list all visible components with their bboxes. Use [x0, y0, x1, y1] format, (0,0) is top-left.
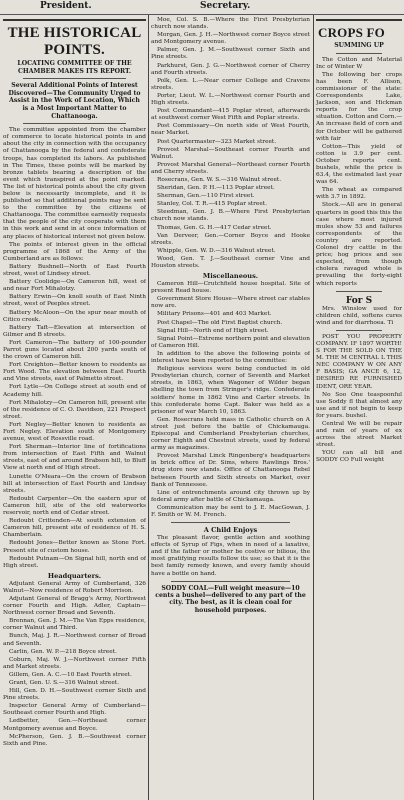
headquarters-entry: Steedman, Gen. J. B.—Where First Presbyterian church now stands. [151, 209, 310, 223]
header-secretary: Secretary. [200, 1, 251, 11]
classified-ads [316, 334, 402, 465]
article-title: THE HISTORICAL POINTS. [3, 19, 146, 59]
crops-paragraph: The Cotton and Material Inc of Winter W [316, 56, 402, 70]
article-paragraph: Fort Mihalotzy—On Cameron hill, present site of the residence of C. O. Davidson, 221 Prospect street. [3, 399, 146, 420]
divider [171, 522, 290, 523]
crops-paragraph: The wheat as compared with 3.7 in 1892. [316, 187, 402, 201]
article-paragraph: Battery McAloon—On the spur near mouth of Citico creek. [3, 309, 146, 323]
miscellaneous-entry: Provost Marshal Linck Ringenberg's headquarters in brick office of Dr. Sims, where Rawlings Bros.' drug store now stands. Office of Chattanooga Rebel between Fourth and Sixth streets on Market, over Bank of Tennessee. [151, 453, 310, 488]
article-column-1 [3, 17, 146, 797]
headquarters-entry: Adjutant General Army of Cumberland, 326 Walnut—Now residence of Robert Morrison. [3, 580, 146, 594]
divider [23, 123, 126, 124]
divider [336, 330, 382, 331]
column-rule-1 [148, 15, 149, 800]
miscellaneous-entry: Post Chapel—The old First Baptist church. [157, 319, 283, 326]
article-paragraph: Fort Creighton—Better known to residents as Fort Wood. The elevation between East Fourth and Vine streets, east of Palmetto street. [3, 362, 146, 383]
headquarters-entry: Bunch, Maj. J. R.—Northwest corner of Broad and Seventh. [3, 633, 146, 647]
article-subhead: LOCATING COMMITTEE OF THE CHAMBER MAKES ITS REPORT. [17, 60, 132, 75]
ad-heading: A Child Enjoys [203, 526, 258, 535]
winslow-ad: Mrs. Winslow used for children child, softens cures wind and for diarrhoea. Ti [316, 305, 402, 326]
miscellaneous-entry: Signal Point—Extreme northern point and elevation of Cameron Hill. [151, 335, 310, 349]
crops-paragraph: Cotton—This yield of cotton is 3.9 per cent. October reports cent. bushels, while the price is 63.4, the estimated last year was 64. [316, 143, 402, 186]
headquarters-entry: Post Commissary—On north side of West Fourth, near Market. [151, 123, 310, 137]
article-paragraph: Redoubt Carpenter—On the eastern spur of Cameron hill, site of the old waterworks reservoir, north end of Cedar street. [3, 495, 146, 517]
miscellaneous-entry: Gen. Rosecrans held mass in Catholic church on A street just before the battle of Chickamauga. Episcopal and Cumberland Presbyterian churches, corner Eighth and Chestnut streets, used by federal army as magazines. [151, 416, 310, 452]
section-headquarters: Headquarters. [47, 571, 102, 580]
article-paragraph: The points of interest given in the official programme of 1868 of the Army of the Cumberland are as follows: [3, 241, 146, 262]
headquarters-entry: Thomas, Gen. G. H.—417 Cedar street. [157, 224, 272, 231]
page-header-strip [0, 0, 404, 15]
article-paragraph: Fort Negley—Better known to residents as Fort Negley. Elevation south of Montgomery avenue, west of Rossville road. [3, 421, 146, 443]
headquarters-entry: Provost Marshal General—Northeast corner Fourth and Cherry streets. [151, 161, 310, 175]
miscellaneous-entry: Religious services were being conducted in old Presbyterian church, corner of Seventh and Market streets, in 1863, when Wagoner of Wilder began shelling the town from Stringer's ridge. Confederate soldiers' home in 1862 Vine and Carter streets. In this confederate home Capt. Baker was held as a prisoner of war March 10, 1863. [151, 366, 310, 415]
article-paragraph: Fort Sherman—Interior line of fortifications from intersection of East Fifth and Walnut streets, east of and around Brabson hill, to Bluff View at north end of High street. [3, 444, 146, 472]
miscellaneous-entry: Line of entrenchments around city thrown up by federal army after battle of Chickamauga. [151, 489, 310, 503]
headquarters-entry: Rosecrans, Gen. W. S.—316 Walnut street. [157, 176, 282, 183]
column-rule-2 [313, 15, 314, 800]
for-sale-heading: For S [345, 295, 373, 306]
article-paragraph: Battery Coolidge—On Cameron hill, west of and near Fort Mihalotzy. [3, 279, 146, 293]
headquarters-entry: Ledbetter, Gen.—Northeast corner Montgomery avenue and Boyce. [3, 718, 146, 732]
headquarters-entry: Morgan, Gen. J. H.—Northwest corner Boyce street and Montgomery avenue. [151, 32, 310, 46]
article-paragraph: Lunette O'Meara—On the crown of Brabson hill at intersection of East Fourth and Lindsay streets. [3, 473, 146, 494]
headquarters-entry: Post Commandant—415 Poplar street, afterwards at southwest corner West Fifth and Poplar streets. [151, 108, 310, 122]
headquarters-entry: Brennan, Gen. J. M.—The Van Epps residence, corner Walnut and Third. [3, 618, 146, 632]
soddy-coal-ad: SODDY COAL—Full weight measure—10 cents a bushel—delivered to any part of the city. The best, as it is clean coal for household purposes. [155, 584, 306, 614]
header-president: President. [40, 1, 92, 11]
classified-ad: POST YOU PROPERTY COMPANY. IF 1897 WORTH! S FOR THE SOLD ON THE M. THE M CENTRAL L THIS NEC COMPANY W ON ANY F BASIS; GA ANCE 6, 12, DESIRED RE FURNISHED IDENT, ORE YEAR. [316, 333, 402, 390]
divider [23, 78, 126, 79]
article-paragraph: Redoubt Crittenden—At south extension of Cameron hill, present site of residence of H. S. Chamberlain. [3, 518, 146, 539]
article-column-2 [151, 17, 310, 797]
headquarters-entry: Grant, Gen. U. S.—316 Walnut street. [9, 680, 119, 686]
divider [336, 291, 382, 292]
miscellaneous-entry: In addition to the above the following points of interest have been reported to the committee: [151, 350, 310, 365]
article-paragraph: Battery Bushnell—North of East Fourth street, west of Lindsey street. [3, 263, 146, 278]
divider [171, 581, 290, 582]
headquarters-entry: Hill, Gen. D. H.—Southwest corner Sixth and Pine streets. [3, 688, 146, 702]
headquarters-entry: Gillem, Gen. A. C.—10 East Fourth street. [9, 671, 132, 678]
headquarters-entry: Inspector General Army of Cumberland—Southeast corner Fourth and High. [3, 703, 146, 717]
classified-ad: Central We will be repair and rain of years of ex across the street Market street. [316, 421, 402, 449]
headquarters-entry: Adjutant General of Bragg's Army, Northwest corner Fourth and High. Adler, Captain—Northwest corner Broad and Seventh. [3, 595, 146, 617]
headquarters-entry: Sherman, Gen.—110 First street. [157, 193, 255, 200]
miscellaneous-list [151, 281, 310, 519]
article-paragraph: Redoubt Jones—Better known as Stone Fort. Present site of custom house. [3, 540, 146, 554]
headquarters-entry: Whipple, Gen. W. D.—316 Walnut street. [157, 247, 276, 254]
headquarters-entry: Van Derveer, Gen.—Corner Boyce and Hooke streets. [151, 232, 310, 246]
article-paragraph: Redoubt Putnam—On Signal hill, north end of High street. [3, 555, 146, 569]
headquarters-entry: Sheridan, Gen. P. H.—113 Poplar street. [157, 185, 275, 192]
classified-ad: YOU can all bill and SODDY CO Full weight [316, 450, 402, 464]
headquarters-entry: Carlin, Gen. W. P.—218 Boyce street. [9, 648, 117, 655]
classified-ad: No Soo One teaspoonful use Soddy fl that almost any use and if not begin to keep for years. bushel. [316, 391, 402, 419]
crops-paragraph: The following her crops has been F. Allison, commissioner of the state: Correspondents Lake, Jackson, son and Hickman reports for the crop situation. Cotton and Corn.—An increase field of corn and for October will be gathered with fair [316, 71, 402, 142]
headquarters-entry: Post Quartermaster—323 Market street. [157, 138, 277, 145]
headquarters-entry: Stanley, Col. T. R.—415 Poplar street. [157, 201, 267, 208]
divider [336, 53, 382, 54]
article-paragraph: The committee appointed from the chamber of commerce to locate historical points in and about the city in connection with the occupancy of Chattanooga by the federal and confederate troops, has completed its labors. As published in The Times, these points will be marked by bronze tablets bearing a description of the event which transpired at the point marked. The list of historical points about the city given below is necessarily incomplete, and it is published so that additional points may be sent to the committee by the citizens of Chattanooga. The committee earnestly requests that the people of the city cooperate with them in this work and send in at once information of any places of historical interest not given below. [3, 127, 146, 240]
crops-title: CROPS FO [316, 19, 402, 41]
headquarters-list [3, 581, 146, 748]
ad-text: The pleasant flavor, gentle action and soothing effects of Syrup of Figs, when in need of a laxative, and if the father or mother be costive or bilious, the most gratifying results follow its use; so that it is the best family remedy known, and every family should have a bottle on hand. [151, 535, 310, 577]
article-body [3, 127, 146, 570]
headquarters-entry: Palmer, Gen. J. M.—Southwest corner Sixth and Pine streets. [151, 47, 310, 61]
crops-paragraph: Stock.—All are in general quarters in good this this the case where most injured mules show 53 and failures correspondents of the country are reported. Colonel dry cattle in the price; hog prices and see expected, from though cholera ravaged whole is prevailing the forty-eight which reports [316, 202, 402, 287]
article-paragraph: Battery Taft—Elevation at intersection of Gilmer and B streets. [3, 324, 146, 338]
headquarters-entry: Coburn, Maj. W. J.—Northwest corner Fifth and Market streets. [3, 656, 146, 670]
miscellaneous-entry: Signal Hill—North end of High street. [157, 327, 269, 334]
section-miscellaneous: Miscellaneous. [202, 272, 259, 281]
crops-subhead: SUMMING UP [334, 42, 384, 49]
miscellaneous-entry: Government Store House—Where street car stables now are. [151, 296, 310, 310]
headquarters-entry: Moe, Col. S. B.—Where the First Presbyterian church now stands. [151, 17, 310, 31]
headquarters-entry: Polk, Gen. L.—Near corner College and Cravens streets. [151, 77, 310, 91]
crops-body [316, 57, 402, 288]
article-column-3 [316, 17, 402, 797]
headquarters-entry: Wood, Gen. T. J.—Southeast corner Vine and Houston streets. [151, 255, 310, 269]
headquarters-entry: Provost Marshal—Southeast corner Fourth and Walnut. [151, 146, 310, 160]
article-paragraph: Battery Erwin—On knoll south of East Ninth street, west of Peeples street. [3, 294, 146, 308]
miscellaneous-entry: Military Prisons—401 and 403 Market. [157, 311, 272, 318]
headquarters-entry: Parkhurst, Gen. J. G.—Northwest corner of Cherry and Fourth streets. [151, 62, 310, 76]
headquarters-list-continued [151, 17, 310, 270]
article-paragraph: Fort Lytle—On College street at south end of Academy hill. [3, 384, 146, 398]
headquarters-entry: Porter, Lieut. W. L.—Northwest corner Fourth and High streets. [151, 92, 310, 107]
headquarters-entry: McPherson, Gen. J. B.—Southwest corner Sixth and Pine. [3, 733, 146, 747]
article-paragraph: Fort Cameron—The battery of 100-pounder Parrot guns located about 200 yards south of the crown of Cameron hill. [3, 339, 146, 361]
miscellaneous-entry: Communication may be sent to J. E. MacGowan, J. F. Smith or W. M. French. [151, 504, 310, 518]
miscellaneous-entry: Cameron Hill—Crutchfield house hospital. Site of present Read house. [151, 281, 310, 295]
article-deck: Several Additional Points of Interest Discovered—The Community Urged to Assist in the Work of Location, Which is a Most Important Matter to Chattanooga. [8, 82, 141, 120]
